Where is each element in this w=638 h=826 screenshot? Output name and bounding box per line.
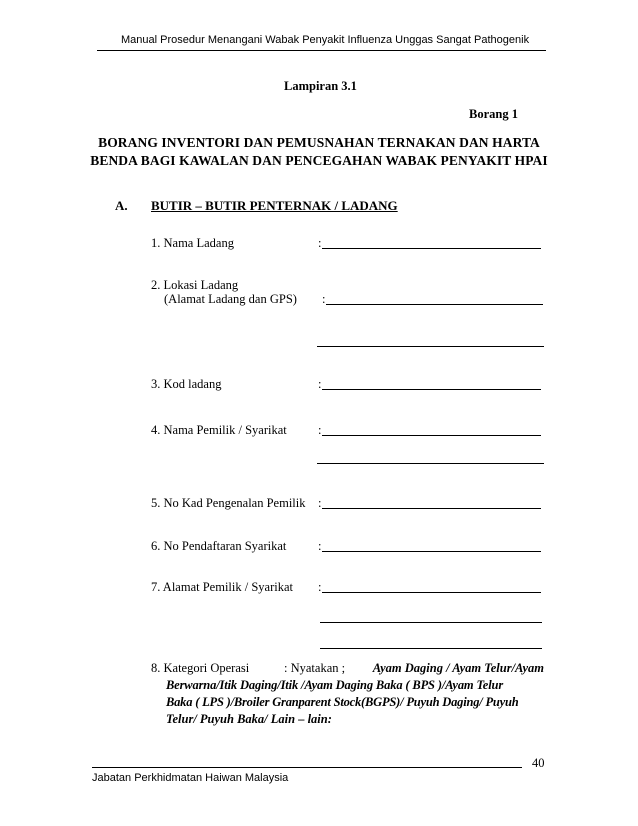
- form-title-line2: BENDA BAGI KAWALAN DAN PENCEGAHAN WABAK PENYAKIT HPAI: [90, 153, 548, 168]
- field-label-alamat-pemilik: 7. Alamat Pemilik / Syarikat: [151, 580, 293, 594]
- field-label-no-kad: 5. No Kad Pengenalan Pemilik: [151, 496, 306, 510]
- field-label-lokasi-ladang: 2. Lokasi Ladang: [151, 278, 239, 292]
- appendix-label: Lampiran 3.1: [284, 79, 357, 93]
- form-title-line1: BORANG INVENTORI DAN PEMUSNAHAN TERNAKAN DAN HARTA: [98, 135, 540, 150]
- field-input-no-pendaftaran[interactable]: [322, 551, 541, 552]
- field-sublabel-lokasi: (Alamat Ladang dan GPS): [164, 292, 297, 306]
- kategori-options-line4: Telur/ Puyuh Baka/ Lain – lain:: [166, 712, 332, 726]
- section-letter: A.: [115, 198, 128, 213]
- form-number: Borang 1: [469, 107, 518, 121]
- running-header: Manual Prosedur Menangani Wabak Penyakit Influenza Unggas Sangat Pathogenik: [121, 34, 530, 46]
- field-input-alamat-pemilik-line2[interactable]: [320, 622, 542, 623]
- field-colon: :: [318, 580, 322, 594]
- footer-rule: [92, 767, 522, 768]
- field-colon: :: [318, 496, 322, 510]
- page-number: 40: [532, 756, 545, 770]
- section-title: BUTIR – BUTIR PENTERNAK / LADANG: [151, 198, 398, 213]
- field-colon: :: [318, 423, 322, 437]
- field-colon: :: [322, 292, 326, 306]
- field-input-alamat-pemilik[interactable]: [322, 592, 541, 593]
- header-rule: [97, 50, 546, 51]
- field-colon: :: [318, 377, 322, 391]
- field-input-nama-pemilik-line2[interactable]: [317, 463, 544, 464]
- field-input-no-kad[interactable]: [322, 508, 541, 509]
- kategori-options-line3: Baka ( LPS )/Broiler Granparent Stock(BGPS)/ Puyuh Daging/ Puyuh: [166, 695, 519, 709]
- field-label-kategori-operasi: 8. Kategori Operasi: [151, 661, 250, 675]
- field-label-nama-ladang: 1. Nama Ladang: [151, 236, 234, 250]
- kategori-options-line1: Ayam Daging / Ayam Telur/Ayam: [372, 661, 544, 675]
- field-label-no-pendaftaran: 6. No Pendaftaran Syarikat: [151, 539, 287, 553]
- field-input-nama-ladang[interactable]: [322, 248, 541, 249]
- kategori-options-line2: Berwarna/Itik Daging/Itik /Ayam Daging Baka ( BPS )/Ayam Telur: [166, 678, 504, 692]
- kategori-instruction: : Nyatakan ;: [284, 661, 346, 675]
- field-input-lokasi-ladang[interactable]: [326, 304, 543, 305]
- field-label-nama-pemilik: 4. Nama Pemilik / Syarikat: [151, 423, 287, 437]
- field-colon: :: [318, 539, 322, 553]
- field-input-alamat-pemilik-line3[interactable]: [320, 648, 542, 649]
- footer-org: Jabatan Perkhidmatan Haiwan Malaysia: [92, 772, 289, 784]
- field-colon: :: [318, 236, 322, 250]
- field-input-lokasi-ladang-line2[interactable]: [317, 346, 544, 347]
- field-input-nama-pemilik[interactable]: [322, 435, 541, 436]
- field-input-kod-ladang[interactable]: [322, 389, 541, 390]
- field-label-kod-ladang: 3. Kod ladang: [151, 377, 222, 391]
